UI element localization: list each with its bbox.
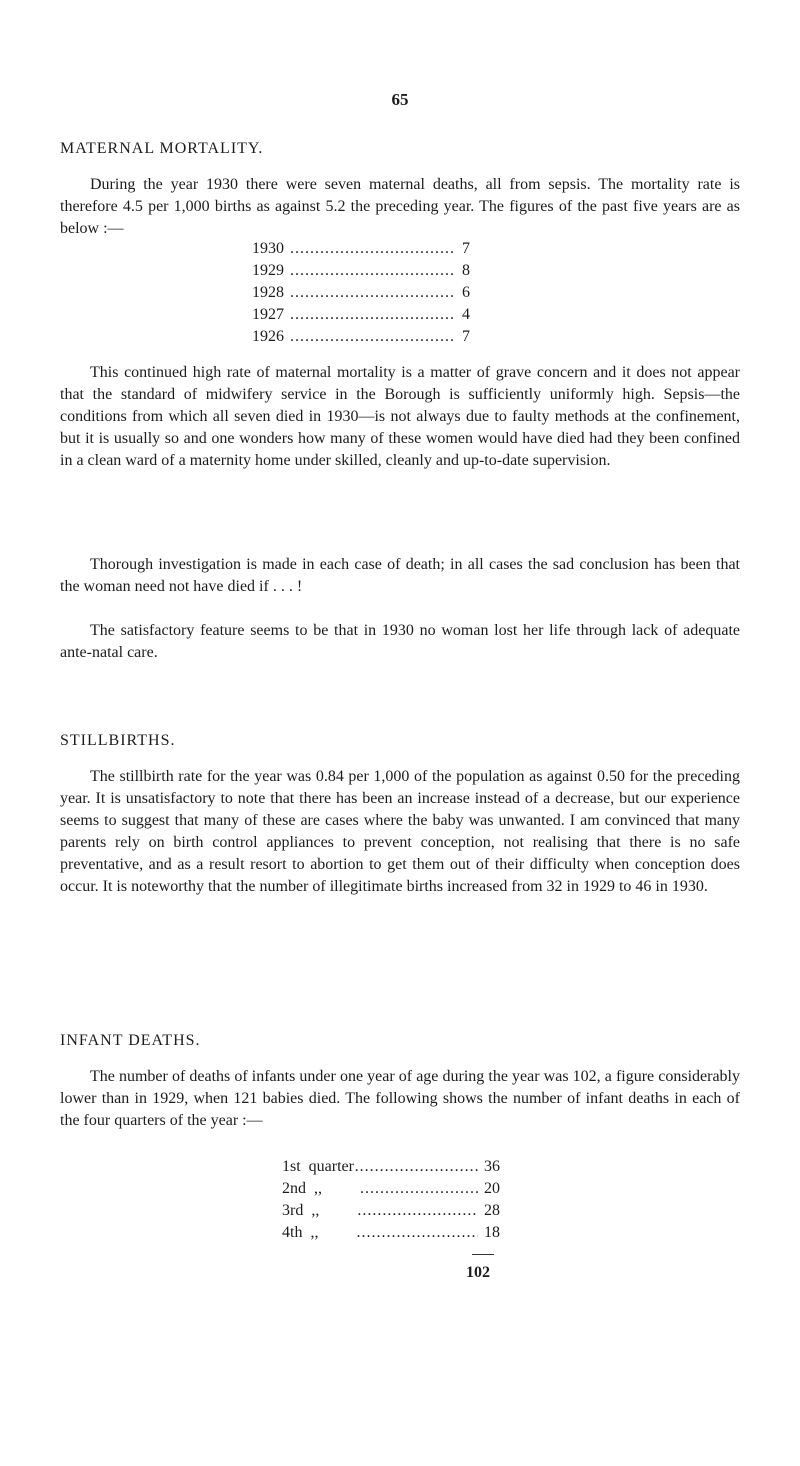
quarter-label xyxy=(282,1202,351,1220)
maternal-paragraph-4: The satisfactory feature seems to be that in 1930 no woman lost her life through lack of adequate ante-natal care. xyxy=(60,622,740,661)
dot-leader xyxy=(357,1202,478,1220)
quarter-ordinal: 4th xyxy=(282,1224,303,1241)
maternal-paragraph-1: During the year 1930 there were seven maternal deaths, all from sepsis. The mortality rate is therefore 4.5 per 1,000 births as against 5.2 the preceding year. The figures of the past five years are as below :— xyxy=(60,176,740,237)
quarter-label xyxy=(282,1224,350,1242)
table-row xyxy=(252,328,470,350)
dot-leader xyxy=(290,284,456,302)
table-row xyxy=(282,1158,500,1180)
death-count: 18 xyxy=(484,1224,500,1241)
stillbirths-heading: STILLBIRTHS. xyxy=(60,732,176,749)
year-label: 1930 xyxy=(252,240,284,257)
death-count: 4 xyxy=(462,306,470,323)
dot-leader xyxy=(355,1158,478,1176)
quarter-ordinal: 2nd xyxy=(282,1180,306,1197)
year-label: 1927 xyxy=(252,306,284,323)
death-count: 7 xyxy=(462,240,470,257)
maternal-deaths-table xyxy=(252,240,470,350)
year-label: 1926 xyxy=(252,328,284,345)
death-count: 36 xyxy=(484,1158,500,1175)
stillbirths-paragraph: The stillbirth rate for the year was 0.84 per 1,000 of the population as against 0.50 for the preceding year. It is unsatisfactory to note that there has been an increase instead of a decrease, but our experience seems to suggest that many of these are cases where the baby was unwanted. I am convinced that many parents rely on birth control appliances to prevent conception, not realising that there is no safe preventative, and as a result resort to abortion to get them out of their difficulty when conception does occur. It is noteworthy that the number of illegitimate births increased from 32 in 1929 to 46 in 1930. xyxy=(60,768,740,895)
page-number: 65 xyxy=(391,90,409,109)
table-row xyxy=(252,240,470,262)
death-count: 7 xyxy=(462,328,470,345)
dot-leader xyxy=(290,306,456,324)
quarter-label xyxy=(282,1158,354,1176)
table-row xyxy=(252,306,470,328)
table-row xyxy=(282,1224,500,1246)
maternal-paragraph-2: This continued high rate of maternal mortality is a matter of grave concern and it does not appear that the standard of midwifery service in the Borough is sufficiently uniformly high. Sepsis—the conditions from which all seven died in 1930—is not always due to faulty methods at the confinement, but it is usually so and one wonders how many of these women would have died had they been confined in a clean ward of a maternity home under skilled, cleanly and up-to-date supervision. xyxy=(60,364,740,469)
year-label: 1929 xyxy=(252,262,284,279)
total-rule xyxy=(472,1254,494,1255)
infant-deaths-total: 102 xyxy=(466,1264,490,1281)
maternal-mortality-heading: MATERNAL MORTALITY. xyxy=(60,140,264,157)
year-label: 1928 xyxy=(252,284,284,301)
infant-deaths-heading: INFANT DEATHS. xyxy=(60,1032,201,1049)
infant-deaths-paragraph: The number of deaths of infants under one year of age during the year was 102, a figure considerably lower than in 1929, when 121 babies died. The following shows the number of infant deaths in each of the four quarters of the year :— xyxy=(60,1068,740,1129)
dot-leader xyxy=(290,262,456,280)
death-count: 6 xyxy=(462,284,470,301)
quarter-label xyxy=(282,1180,354,1198)
death-count: 8 xyxy=(462,262,470,279)
dot-leader xyxy=(360,1180,478,1198)
dot-leader xyxy=(290,328,456,346)
table-row xyxy=(252,262,470,284)
table-row xyxy=(282,1202,500,1224)
dot-leader xyxy=(356,1224,478,1242)
maternal-paragraph-3: Thorough investigation is made in each case of death; in all cases the sad conclusion has been that the woman need not have died if . . . ! xyxy=(60,556,740,595)
quarter-word: quarter xyxy=(308,1158,354,1175)
death-count: 20 xyxy=(484,1180,500,1197)
death-count: 28 xyxy=(484,1202,500,1219)
quarter-ordinal: 1st xyxy=(282,1158,301,1175)
ditto-mark: ,, xyxy=(311,1202,320,1219)
ditto-mark: ,, xyxy=(310,1224,319,1241)
quarter-ordinal: 3rd xyxy=(282,1202,304,1219)
table-row xyxy=(252,284,470,306)
ditto-mark: ,, xyxy=(314,1180,322,1197)
infant-deaths-table xyxy=(282,1158,500,1246)
table-row xyxy=(282,1180,500,1202)
dot-leader xyxy=(290,240,456,258)
